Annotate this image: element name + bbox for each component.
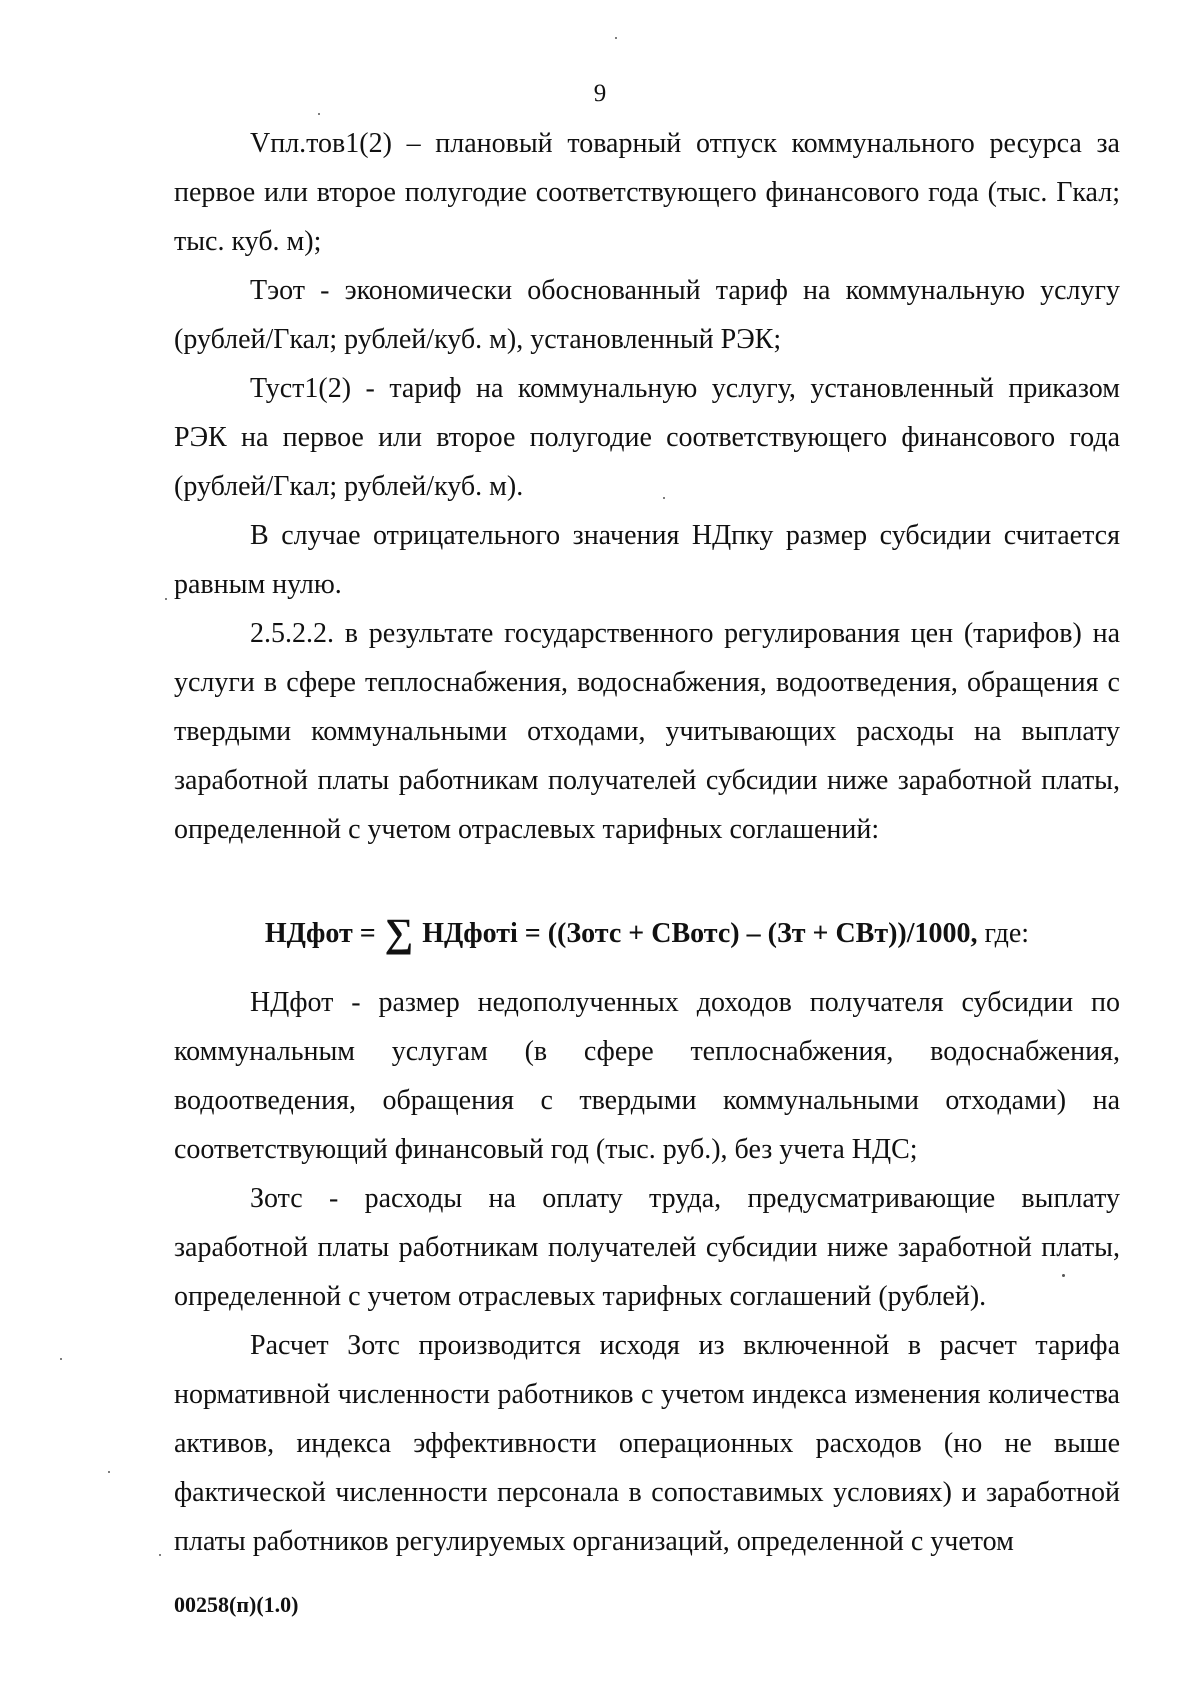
- formula-suffix: где:: [977, 918, 1030, 949]
- scan-speck: [165, 598, 167, 600]
- paragraph-vpl-tov: Vпл.тов1(2) – плановый товарный отпуск коммунального ресурса за первое или второе полугодие соответствующего финансового года (тыс. Гкал; тыс. куб. м);: [174, 128, 1120, 257]
- paragraph-2-5-2-2: 2.5.2.2. в результате государственного регулирования цен (тарифов) на услуги в сфере теплоснабжения, водоснабжения, водоотведения, обращения с твердыми коммунальными отходами, учитывающих расходы на выплату заработной платы работникам получателей субсидии ниже заработной платы, определенной с учетом отраслевых тарифных соглашений:: [174, 618, 1120, 845]
- scan-speck: [108, 1471, 110, 1473]
- page-number: 9: [593, 80, 607, 107]
- paragraph-zots-definition: Зотс - расходы на оплату труда, предусматривающие выплату заработной платы работникам получателей субсидии ниже заработной платы, определенной с учетом отраслевых тарифных соглашений (рублей).: [174, 1183, 1120, 1312]
- sigma-symbol: ∑: [384, 910, 414, 955]
- scan-speck: [663, 497, 665, 499]
- paragraph-ndfot-definition: НДфот - размер недополученных доходов получателя субсидии по коммунальным услугам (в сфере теплоснабжения, водоснабжения, водоотведения, обращения с твердыми коммунальными отходами) на соответствующий финансовый год (тыс. руб.), без учета НДС;: [174, 987, 1120, 1165]
- paragraph-tust: Туст1(2) - тариф на коммунальную услугу, установленный приказом РЭК на первое или второе полугодие соответствующего финансового года (рублей/Гкал; рублей/куб. м).: [174, 373, 1120, 502]
- formula-right: НДфотi = ((Зотс + СВотс) – (Зт + СВт))/1000,: [422, 918, 978, 949]
- paragraph-zots-calculation: Расчет Зотс производится исходя из включенной в расчет тарифа нормативной численности работников с учетом индекса изменения количества активов, индекса эффективности операционных расходов (но не выше фактической численности персонала в сопоставимых условиях) и заработной платы работников регулируемых организаций, определенной с учетом: [174, 1330, 1120, 1557]
- scan-speck: [318, 113, 320, 115]
- formula-ndfot: [174, 908, 1120, 958]
- scan-speck: [615, 37, 617, 39]
- text-block-top: [174, 119, 1120, 854]
- scan-speck: [159, 1554, 161, 1556]
- text-block-bottom: [174, 978, 1120, 1566]
- scan-speck: [60, 1358, 62, 1360]
- scan-speck: [1062, 1274, 1065, 1277]
- document-code: 00258(п)(1.0): [174, 1592, 299, 1617]
- paragraph-teot: Тэот - экономически обоснованный тариф на коммунальную услугу (рублей/Гкал; рублей/куб. м), установленный РЭК;: [174, 275, 1120, 355]
- formula-left: НДфот =: [264, 918, 376, 949]
- paragraph-negative-value: В случае отрицательного значения НДпку размер субсидии считается равным нулю.: [174, 520, 1120, 600]
